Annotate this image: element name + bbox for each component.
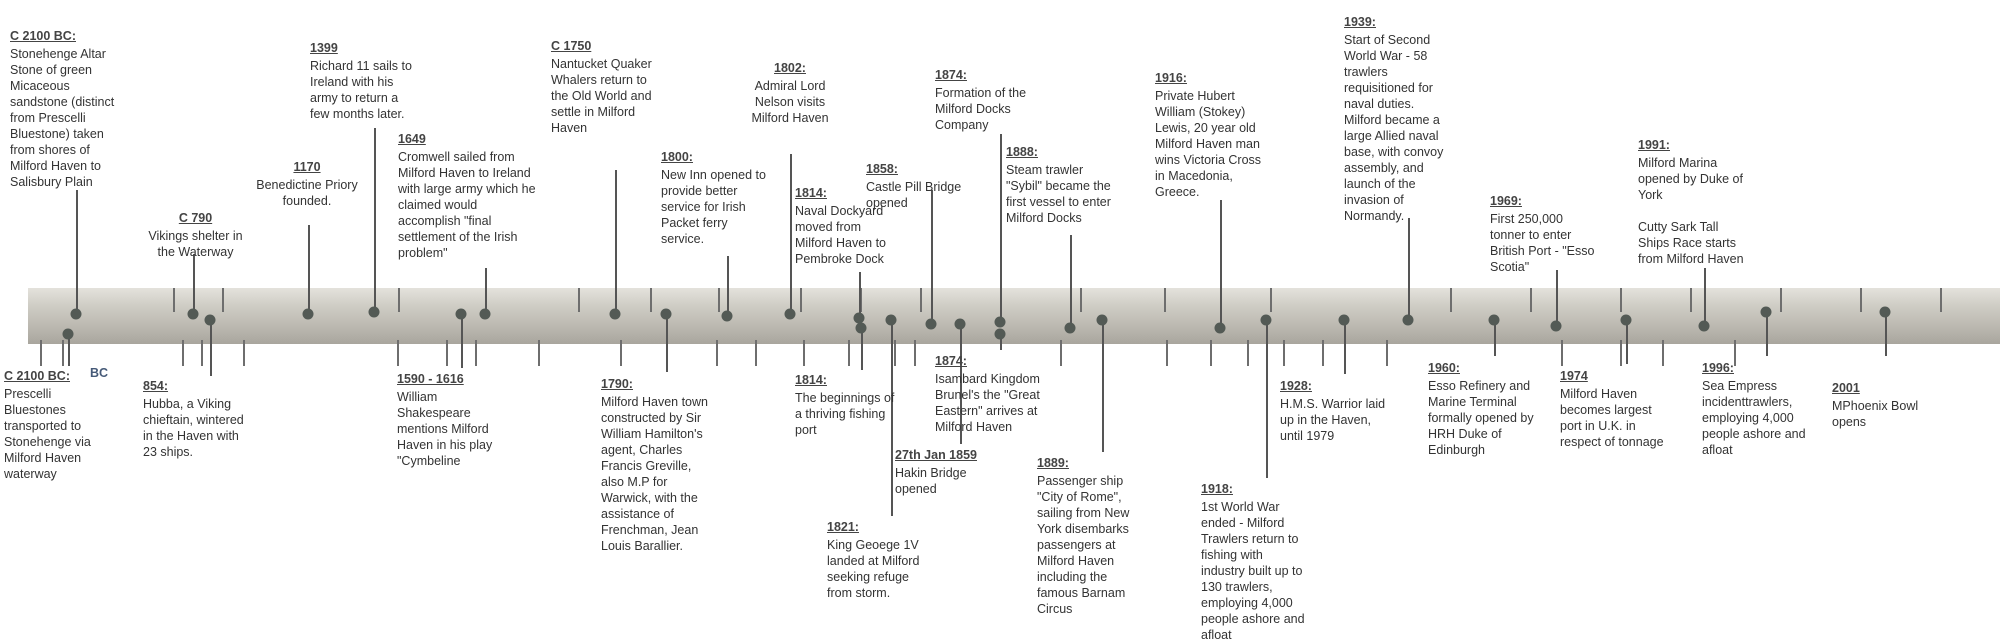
timeline-tick bbox=[1270, 288, 1272, 312]
event-date: C 1750 bbox=[551, 39, 592, 53]
timeline-tick bbox=[243, 340, 245, 366]
event-marker-dot bbox=[995, 317, 1006, 328]
event-25 bbox=[1428, 360, 1568, 458]
event-date: 1649 bbox=[398, 132, 426, 146]
event-marker-dot bbox=[369, 307, 380, 318]
event-date: 1916: bbox=[1155, 71, 1187, 85]
event-27 bbox=[1560, 368, 1685, 450]
timeline-tick bbox=[1780, 288, 1782, 312]
event-connector bbox=[1070, 235, 1072, 328]
timeline-tick bbox=[1386, 340, 1388, 366]
timeline-tick bbox=[803, 340, 805, 366]
event-marker-dot bbox=[926, 319, 937, 330]
timeline-tick bbox=[1210, 340, 1212, 366]
event-marker-dot bbox=[955, 319, 966, 330]
event-marker-dot bbox=[456, 309, 467, 320]
event-2 bbox=[128, 210, 263, 260]
event-date: C 790 bbox=[178, 211, 213, 225]
timeline-tick bbox=[1620, 340, 1622, 366]
timeline-tick bbox=[182, 340, 184, 366]
event-description: Sea Empress incidenttrawlers, employing 4,000 people ashore and afloat bbox=[1702, 379, 1806, 457]
event-date: 1960: bbox=[1428, 361, 1460, 375]
event-description: MPhoenix Bowl opens bbox=[1832, 399, 1919, 429]
timeline-tick bbox=[446, 340, 448, 366]
event-description: First 250,000 tonner to enter British Port - "Esso Scotia" bbox=[1490, 212, 1595, 274]
event-date: 1874: bbox=[935, 68, 967, 82]
event-description: Admiral Lord Nelson visits Milford Haven bbox=[751, 79, 829, 125]
event-22 bbox=[1201, 481, 1336, 643]
event-description: Cromwell sailed from Milford Haven to Ireland with large army which he claimed would accomplish "final settlement of the Irish problem" bbox=[398, 150, 536, 260]
timeline-tick bbox=[475, 340, 477, 366]
timeline-tick bbox=[1450, 288, 1452, 312]
event-marker-dot bbox=[886, 315, 897, 326]
event-3 bbox=[143, 378, 278, 460]
timeline-tick bbox=[1620, 288, 1622, 312]
event-16 bbox=[895, 447, 1025, 497]
event-date: 1996: bbox=[1702, 361, 1734, 375]
event-description: Castle Pill Bridge opened bbox=[866, 180, 962, 210]
event-8 bbox=[551, 38, 676, 136]
event-18 bbox=[935, 353, 1070, 435]
event-14 bbox=[827, 519, 957, 601]
event-description: Naval Dockyard moved from Milford Haven to Pembroke Dock bbox=[795, 204, 887, 266]
event-date: 1928: bbox=[1280, 379, 1312, 393]
timeline-tick bbox=[1080, 288, 1082, 312]
event-marker-dot bbox=[1215, 323, 1226, 334]
event-description: Prescelli Bluestones transported to Stonehenge via Milford Haven waterway bbox=[4, 387, 91, 481]
timeline-tick bbox=[1860, 288, 1862, 312]
event-description: Steam trawler "Sybil" became the first vessel to enter Milford Docks bbox=[1006, 163, 1111, 225]
timeline-tick bbox=[397, 340, 399, 366]
event-marker-dot bbox=[1621, 315, 1632, 326]
event-description: Passenger ship "City of Rome", sailing from New York disembarks passengers at Milford Haven including the famous Barnam Circus bbox=[1037, 474, 1130, 616]
event-date: 2001 bbox=[1832, 381, 1860, 395]
event-description: The beginnings of a thriving fishing port bbox=[795, 391, 895, 437]
timeline-tick bbox=[538, 340, 540, 366]
event-29 bbox=[1702, 360, 1842, 458]
event-connector bbox=[1704, 268, 1706, 326]
event-marker-dot bbox=[71, 309, 82, 320]
event-connector bbox=[1344, 320, 1346, 374]
event-20 bbox=[1037, 455, 1162, 617]
event-date: 1814: bbox=[795, 373, 827, 387]
event-1 bbox=[4, 368, 119, 482]
event-7 bbox=[397, 371, 522, 469]
timeline-tick bbox=[914, 340, 916, 366]
event-marker-dot bbox=[303, 309, 314, 320]
event-5 bbox=[310, 40, 450, 122]
event-11 bbox=[725, 60, 855, 126]
event-description: Esso Refinery and Marine Terminal formally opened by HRH Duke of Edinburgh bbox=[1428, 379, 1534, 457]
event-connector bbox=[1766, 312, 1768, 356]
event-description: Hubba, a Viking chieftain, wintered in the Haven with 23 ships. bbox=[143, 397, 244, 459]
event-description: Hakin Bridge opened bbox=[895, 466, 967, 496]
event-28 bbox=[1638, 137, 1788, 267]
event-description: Formation of the Milford Docks Company bbox=[935, 86, 1027, 132]
event-17 bbox=[935, 67, 1060, 133]
event-0 bbox=[10, 28, 145, 190]
event-date: 1590 - 1616 bbox=[397, 372, 464, 386]
event-connector bbox=[1556, 270, 1558, 326]
event-date: 1858: bbox=[866, 162, 898, 176]
event-connector bbox=[1266, 320, 1268, 478]
event-date: 1874: bbox=[935, 354, 967, 368]
event-marker-dot bbox=[1065, 323, 1076, 334]
event-15 bbox=[866, 161, 996, 211]
event-connector bbox=[76, 190, 78, 314]
event-connector bbox=[859, 272, 861, 318]
event-connector bbox=[861, 328, 863, 370]
event-connector bbox=[666, 314, 668, 372]
event-marker-dot bbox=[610, 309, 621, 320]
timeline-tick bbox=[718, 288, 720, 312]
event-connector bbox=[193, 254, 195, 314]
event-date: 1800: bbox=[661, 150, 693, 164]
timeline-tick bbox=[40, 340, 42, 366]
event-date: 1802: bbox=[774, 61, 806, 75]
event-date: 854: bbox=[143, 379, 169, 393]
event-description: Stonehenge Altar Stone of green Micaceous sandstone (distinct from Prescelli Bluestone) taken from shores of Milford Haven to Salisbury Plain bbox=[10, 47, 115, 189]
event-connector bbox=[308, 225, 310, 314]
event-date: 1991: bbox=[1638, 138, 1670, 152]
timeline-tick bbox=[201, 340, 203, 366]
timeline-tick bbox=[1166, 340, 1168, 366]
timeline-tick bbox=[1322, 340, 1324, 366]
event-date: 1888: bbox=[1006, 145, 1038, 159]
event-30 bbox=[1832, 380, 1967, 430]
event-description: William Shakespeare mentions Milford Haven in his play "Cymbeline bbox=[397, 390, 493, 468]
event-description: Start of Second World War - 58 trawlers requisitioned for naval duties. Milford became a large Allied naval base, with convoy assembly, and launch of the invasion of Normandy. bbox=[1344, 33, 1444, 223]
event-13 bbox=[795, 372, 930, 438]
event-date: 1969: bbox=[1490, 194, 1522, 208]
timeline-tick bbox=[650, 288, 652, 312]
event-marker-dot bbox=[1339, 315, 1350, 326]
event-date: 1170 bbox=[293, 160, 321, 174]
event-marker-dot bbox=[995, 329, 1006, 340]
timeline-tick bbox=[1662, 340, 1664, 366]
timeline-tick bbox=[894, 340, 896, 366]
event-6 bbox=[398, 131, 573, 261]
event-19 bbox=[1006, 144, 1141, 226]
event-connector bbox=[1885, 312, 1887, 356]
event-description: Richard 11 sails to Ireland with his army to return a few months later. bbox=[310, 59, 412, 121]
event-marker-dot bbox=[1880, 307, 1891, 318]
event-description: Milford Haven becomes largest port in U.K. in respect of tonnage bbox=[1560, 387, 1664, 449]
event-description: Milford Marina opened by Duke of York Cutty Sark Tall Ships Race starts from Milford Haven bbox=[1638, 156, 1744, 266]
event-marker-dot bbox=[722, 311, 733, 322]
event-connector bbox=[1220, 200, 1222, 328]
event-marker-dot bbox=[1403, 315, 1414, 326]
event-description: Private Hubert William (Stokey) Lewis, 20 year old Milford Haven man wins Victoria Cross in Macedonia, Greece. bbox=[1155, 89, 1262, 199]
timeline-tick bbox=[800, 288, 802, 312]
timeline-tick bbox=[578, 288, 580, 312]
event-4 bbox=[242, 159, 372, 209]
event-marker-dot bbox=[1761, 307, 1772, 318]
timeline-tick bbox=[1283, 340, 1285, 366]
event-date: C 2100 BC: bbox=[4, 369, 70, 383]
timeline-tick bbox=[1940, 288, 1942, 312]
event-marker-dot bbox=[785, 309, 796, 320]
event-21 bbox=[1155, 70, 1290, 200]
event-date: 1889: bbox=[1037, 456, 1069, 470]
event-marker-dot bbox=[480, 309, 491, 320]
event-date: 1821: bbox=[827, 520, 859, 534]
timeline-tick bbox=[173, 288, 175, 312]
event-description: Isambard Kingdom Brunel's the "Great Eastern" arrives at Milford Haven bbox=[935, 372, 1040, 434]
timeline-tick bbox=[1164, 288, 1166, 312]
event-marker-dot bbox=[1489, 315, 1500, 326]
event-date: C 2100 BC: bbox=[10, 29, 76, 43]
event-marker-dot bbox=[205, 315, 216, 326]
event-marker-dot bbox=[661, 309, 672, 320]
bc-label: BC bbox=[90, 366, 109, 380]
timeline-tick bbox=[1530, 288, 1532, 312]
event-description: Milford Haven town constructed by Sir William Hamilton's agent, Charles Francis Greville, also M.P for Warwick, with the assistance of Frenchman, Jean Louis Barallier. bbox=[601, 395, 708, 553]
event-date: 1918: bbox=[1201, 482, 1233, 496]
event-description: New Inn opened to provide better service for Irish Packet ferry service. bbox=[661, 168, 766, 246]
timeline-tick bbox=[848, 340, 850, 366]
event-23 bbox=[1280, 378, 1405, 444]
event-date: 1399 bbox=[310, 41, 338, 55]
event-connector bbox=[615, 170, 617, 314]
event-9 bbox=[601, 376, 736, 554]
event-connector bbox=[485, 268, 487, 314]
event-10 bbox=[661, 149, 791, 247]
event-description: King Geoege 1V landed at Milford seeking refuge from storm. bbox=[827, 538, 920, 600]
event-description: Vikings shelter in the Waterway bbox=[148, 229, 243, 259]
event-marker-dot bbox=[63, 329, 74, 340]
timeline-tick bbox=[222, 288, 224, 312]
event-marker-dot bbox=[856, 323, 867, 334]
event-description: Benedictine Priory founded. bbox=[256, 178, 358, 208]
event-date: 1939: bbox=[1344, 15, 1376, 29]
timeline-tick bbox=[620, 340, 622, 366]
event-description: H.M.S. Warrior laid up in the Haven, until 1979 bbox=[1280, 397, 1386, 443]
event-description: 1st World War ended - Milford Trawlers return to fishing with industry built up to 130 trawlers, employing 4,000 people ashore and afloat bbox=[1201, 500, 1305, 642]
timeline-tick bbox=[398, 288, 400, 312]
event-date: 1790: bbox=[601, 377, 633, 391]
timeline-tick bbox=[1247, 340, 1249, 366]
event-connector bbox=[210, 320, 212, 376]
event-connector bbox=[1102, 320, 1104, 452]
timeline-tick bbox=[755, 340, 757, 366]
event-connector bbox=[374, 128, 376, 312]
event-date: 27th Jan 1859 bbox=[895, 448, 977, 462]
event-marker-dot bbox=[1699, 321, 1710, 332]
event-26 bbox=[1490, 193, 1630, 275]
timeline-tick bbox=[716, 340, 718, 366]
event-marker-dot bbox=[1261, 315, 1272, 326]
timeline-tick bbox=[920, 288, 922, 312]
timeline-tick bbox=[62, 340, 64, 366]
event-connector bbox=[1408, 218, 1410, 320]
event-description: Nantucket Quaker Whalers return to the Old World and settle in Milford Haven bbox=[551, 57, 652, 135]
event-24 bbox=[1344, 14, 1479, 224]
timeline-tick bbox=[1690, 288, 1692, 312]
event-marker-dot bbox=[188, 309, 199, 320]
event-connector bbox=[1000, 134, 1002, 322]
event-connector bbox=[1626, 320, 1628, 364]
event-marker-dot bbox=[1551, 321, 1562, 332]
event-date: 1814: bbox=[795, 186, 827, 200]
event-marker-dot bbox=[1097, 315, 1108, 326]
event-date: 1974 bbox=[1560, 369, 1588, 383]
event-connector bbox=[727, 256, 729, 316]
event-connector bbox=[461, 314, 463, 368]
